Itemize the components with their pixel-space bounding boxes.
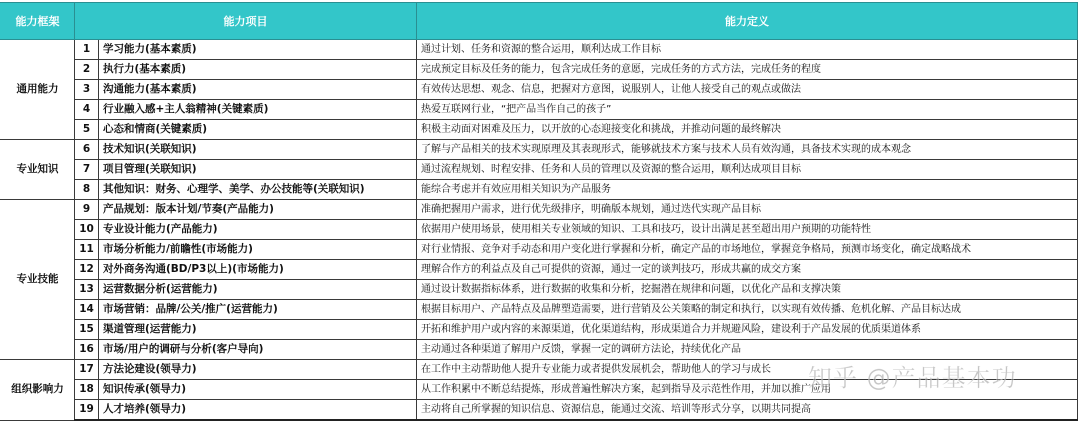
row-definition: 从工作积累中不断总结提炼，形成普遍性解决方案，起到指导及示范性作用，并加以推广应用 xyxy=(417,380,1078,400)
row-item: 专业设计能力(产品能力) xyxy=(99,220,417,240)
table-row xyxy=(1,380,1078,400)
row-definition: 准确把握用户需求，进行优先级排序，明确版本规划，通过迭代实现产品目标 xyxy=(417,200,1078,220)
row-number: 10 xyxy=(75,220,99,240)
row-item: 行业融入感+主人翁精神(关键素质) xyxy=(99,100,417,120)
row-item: 沟通能力(基本素质) xyxy=(99,80,417,100)
row-number: 1 xyxy=(75,40,99,60)
row-number: 6 xyxy=(75,140,99,160)
header-definition: 能力定义 xyxy=(417,3,1078,40)
table-row xyxy=(1,80,1078,100)
row-number: 17 xyxy=(75,360,99,380)
row-definition: 依据用户使用场景，使用相关专业领域的知识、工具和技巧，设计出满足甚至超出用户预期的功能特性 xyxy=(417,220,1078,240)
row-item: 技术知识(关联知识) xyxy=(99,140,417,160)
row-definition: 有效传达思想、观念、信息，把握对方意图，说服别人，让他人接受自己的观点或做法 xyxy=(417,80,1078,100)
row-number: 4 xyxy=(75,100,99,120)
row-number: 11 xyxy=(75,240,99,260)
row-item: 方法论建设(领导力) xyxy=(99,360,417,380)
row-definition: 了解与产品相关的技术实现原理及其表现形式，能够就技术方案与技术人员有效沟通，具备技术实现的成本观念 xyxy=(417,140,1078,160)
table-row xyxy=(1,140,1078,160)
row-number: 13 xyxy=(75,280,99,300)
table-row xyxy=(1,60,1078,80)
row-definition: 能综合考虑并有效应用相关知识为产品服务 xyxy=(417,180,1078,200)
row-number: 3 xyxy=(75,80,99,100)
row-definition: 通过流程规划、时程安排、任务和人员的管理以及资源的整合运用，顺利达成项目目标 xyxy=(417,160,1078,180)
row-number: 15 xyxy=(75,320,99,340)
row-definition: 完成预定目标及任务的能力，包含完成任务的意愿，完成任务的方式方法，完成任务的程度 xyxy=(417,60,1078,80)
table-row xyxy=(1,120,1078,140)
row-definition: 对行业情报、竞争对手动态和用户变化进行掌握和分析，确定产品的市场地位，掌握竞争格局，预测市场变化，确定战略战术 xyxy=(417,240,1078,260)
row-item: 市场营销：品牌/公关/推广(运营能力) xyxy=(99,300,417,320)
row-definition: 通过设计数据指标体系，进行数据的收集和分析，挖掘潜在规律和问题，以优化产品和支撑决策 xyxy=(417,280,1078,300)
watermark: 知乎 @产品基本功 xyxy=(808,364,1017,392)
row-definition: 在工作中主动帮助他人提升专业能力或者提供发展机会，帮助他人的学习与成长 xyxy=(417,360,1078,380)
table-row xyxy=(1,400,1078,421)
table-row xyxy=(1,280,1078,300)
group-organizational-influence: 组织影响力 xyxy=(1,360,75,421)
group-professional-knowledge: 专业知识 xyxy=(1,140,75,200)
table-row xyxy=(1,320,1078,340)
row-item: 产品规划：版本计划/节奏(产品能力) xyxy=(99,200,417,220)
table-row xyxy=(1,360,1078,380)
table-row xyxy=(1,340,1078,360)
row-number: 9 xyxy=(75,200,99,220)
row-definition: 主动将自己所掌握的知识信息、资源信息，能通过交流、培训等形式分享，以期共同提高 xyxy=(417,400,1078,421)
row-number: 7 xyxy=(75,160,99,180)
row-number: 19 xyxy=(75,400,99,421)
table-row xyxy=(1,260,1078,280)
row-number: 8 xyxy=(75,180,99,200)
header-framework: 能力框架 xyxy=(1,3,75,40)
row-item: 对外商务沟通(BD/P3以上)(市场能力) xyxy=(99,260,417,280)
row-item: 人才培养(领导力) xyxy=(99,400,417,421)
row-definition: 开拓和维护用户或内容的来源渠道，优化渠道结构，形成渠道合力并规避风险，建设利于产品发展的优质渠道体系 xyxy=(417,320,1078,340)
row-item: 市场/用户的调研与分析(客户导向) xyxy=(99,340,417,360)
row-item: 执行力(基本素质) xyxy=(99,60,417,80)
row-number: 2 xyxy=(75,60,99,80)
table-row xyxy=(1,160,1078,180)
table-row xyxy=(1,180,1078,200)
row-definition: 主动通过各种渠道了解用户反馈，掌握一定的调研方法论，持续优化产品 xyxy=(417,340,1078,360)
table-row xyxy=(1,240,1078,260)
group-professional-skills: 专业技能 xyxy=(1,200,75,360)
row-definition: 积极主动面对困难及压力，以开放的心态迎接变化和挑战，并推动问题的最终解决 xyxy=(417,120,1078,140)
table-row xyxy=(1,200,1078,220)
row-item: 项目管理(关联知识) xyxy=(99,160,417,180)
row-number: 18 xyxy=(75,380,99,400)
table-row xyxy=(1,40,1078,60)
row-definition: 理解合作方的利益点及自己可提供的资源，通过一定的谈判技巧，形成共赢的成交方案 xyxy=(417,260,1078,280)
row-item: 渠道管理(运营能力) xyxy=(99,320,417,340)
row-item: 市场分析能力/前瞻性(市场能力) xyxy=(99,240,417,260)
row-number: 12 xyxy=(75,260,99,280)
row-definition: 通过计划、任务和资源的整合运用，顺利达成工作目标 xyxy=(417,40,1078,60)
row-item: 心态和情商(关键素质) xyxy=(99,120,417,140)
row-number: 5 xyxy=(75,120,99,140)
row-item: 知识传承(领导力) xyxy=(99,380,417,400)
row-definition: 热爱互联网行业，“把产品当作自己的孩子” xyxy=(417,100,1078,120)
group-general: 通用能力 xyxy=(1,40,75,140)
row-number: 16 xyxy=(75,340,99,360)
table-row xyxy=(1,300,1078,320)
row-item: 运营数据分析(运营能力) xyxy=(99,280,417,300)
row-item: 学习能力(基本素质) xyxy=(99,40,417,60)
header-item: 能力项目 xyxy=(75,3,417,40)
capability-table xyxy=(0,2,1078,421)
row-definition: 根据目标用户、产品特点及品牌塑造需要，进行营销及公关策略的制定和执行，以实现有效传播、危机化解、产品目标达成 xyxy=(417,300,1078,320)
row-item: 其他知识：财务、心理学、美学、办公技能等(关联知识) xyxy=(99,180,417,200)
row-number: 14 xyxy=(75,300,99,320)
table-row xyxy=(1,220,1078,240)
table-row xyxy=(1,100,1078,120)
table-header-row xyxy=(1,3,1078,40)
